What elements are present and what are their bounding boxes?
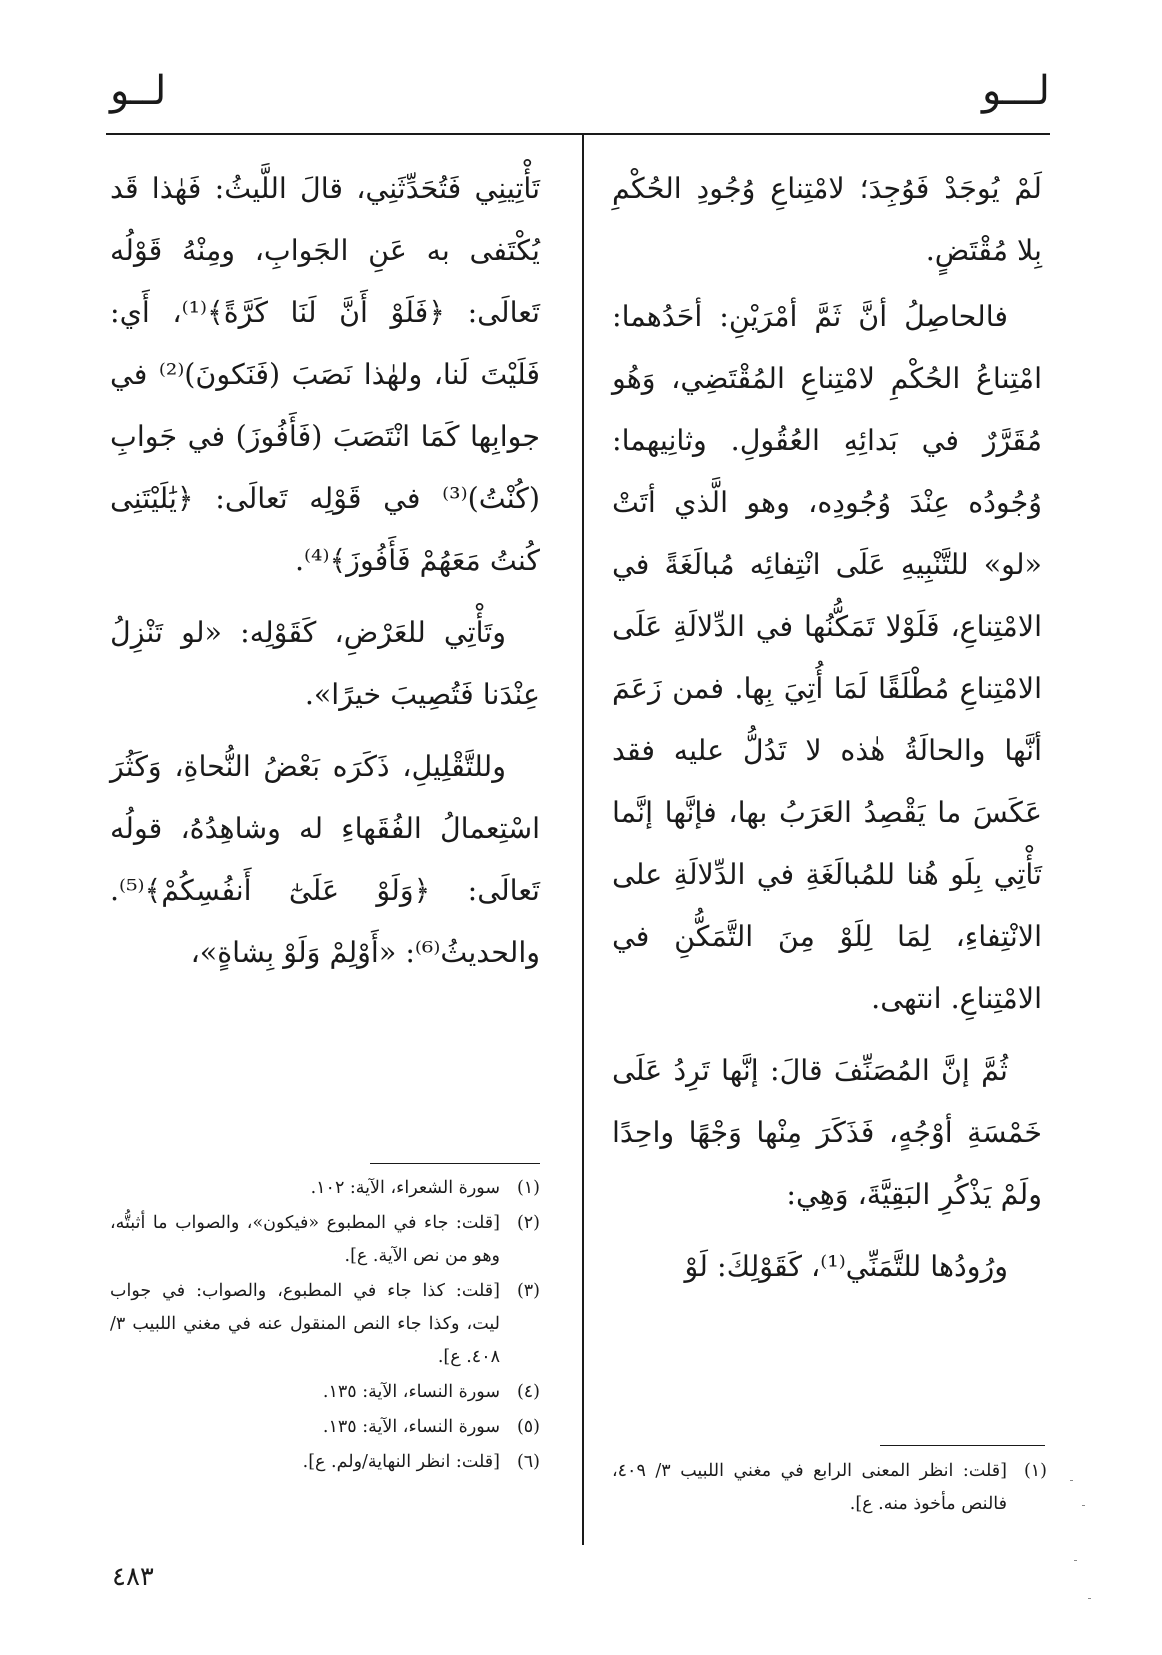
- footnote-number: (٦): [516, 1452, 540, 1472]
- footnote-text: سورة النساء، الآية: ١٣٥.: [322, 1417, 500, 1437]
- scan-speck: [1082, 1505, 1085, 1506]
- running-header-right: لـــو: [981, 68, 1050, 114]
- footnote: [110, 1376, 540, 1409]
- scan-speck: [1088, 1598, 1091, 1599]
- footnote-number: (٢): [516, 1213, 540, 1233]
- footnote: [110, 1446, 540, 1479]
- footnote: [110, 1275, 540, 1374]
- footnote-text: سورة الشعراء، الآية: ١٠٢.: [310, 1178, 500, 1198]
- footnote-separator: [370, 1163, 540, 1164]
- paragraph: وللتَّقْلِيلِ، ذَكَرَه بَعْضُ النُّحاةِ، وَكَثُرَ اسْتِعمالُ الفُقَهاءِ له وشاهِدُهُ، قولُه تَعالَى: ﴿وَلَوْ عَلَىٰٓ أَنفُسِكُمْ﴾⁽⁵⁾. والحديثُ⁽⁶⁾: «أَوْلِمْ وَلَوْ بِشاةٍ»،: [110, 750, 540, 969]
- column-divider: [582, 135, 584, 1545]
- footnote-text: [قلت: جاء في المطبوع «فيكون»، والصواب ما أثبتُّه، وهو من نص الآية. ع].: [110, 1213, 500, 1266]
- footnote-text: سورة النساء، الآية: ١٣٥.: [322, 1382, 500, 1402]
- footnotes-right: [612, 1455, 1047, 1523]
- page-number: ٤٨٣: [112, 1562, 154, 1592]
- footnote-text: [قلت: انظر النهاية/ولم. ع].: [302, 1452, 500, 1472]
- header-rule: [106, 133, 1050, 135]
- footnote-separator: [880, 1445, 1045, 1446]
- scan-speck: [1070, 1480, 1073, 1481]
- right-column: [612, 158, 1042, 1308]
- footnote-number: (٥): [516, 1417, 540, 1437]
- footnote-text: [قلت: كذا جاء في المطبوع، والصواب: في جواب ليت، وكذا جاء النص المنقول عنه في مغني اللبيب ٣/ ٤٠٨. ع].: [110, 1281, 500, 1367]
- footnote-text: [قلت: انظر المعنى الرابع في مغني اللبيب ٣/ ٤٠٩، فالنص مأخوذ منه. ع].: [612, 1461, 1007, 1514]
- footnote: [110, 1207, 540, 1273]
- footnote: [110, 1411, 540, 1444]
- footnote-number: (١): [1023, 1461, 1047, 1481]
- footnote-number: (٣): [516, 1281, 540, 1301]
- footnote: [612, 1455, 1047, 1521]
- paragraph: فالحاصِلُ أنَّ ثَمَّ أمْرَيْنِ: أحَدُهما: امْتِناعُ الحُكْمِ لامْتِناعِ المُقْتَضِي، وَهُو مُقَرَّرٌ في بَدائِهِ العُقُولِ. وثانِيهما: وُجُودُه عِنْدَ وُجُودِه، وهو الَّذي أتَتْ «لو» للتَّنْبِيهِ عَلَى انْتِفائِه مُبالَغَةً في الامْتِناعِ، فَلَوْلا تَمَكُّنُها في الدِّلالَةِ عَلَى الامْتِناعِ مُطْلَقًا لَمَا أُتِيَ بِها. فمن زَعَمَ أنَّها والحالَةُ هٰذه لا تَدُلُّ عليه فقد عَكَسَ ما يَقْصِدُ العَرَبُ بها، فإنَّها إنَّما تَأْتِي بِلَو هُنا للمُبالَغَةِ في الدِّلالَةِ على الانْتِفاءِ، لِمَا لِلَوْ مِنَ التَّمَكُّنِ في الامْتِناعِ. انتهى.: [612, 300, 1042, 1015]
- paragraph: ثُمَّ إنَّ المُصَنِّفَ قالَ: إنَّها تَرِدُ عَلَى خَمْسَةِ أوْجُهٍ، فَذَكَرَ مِنْها وَجْهًا واحِدًا ولَمْ يَذْكُرِ البَقِيَّةَ، وَهِي:: [612, 1054, 1042, 1211]
- left-column: [110, 158, 540, 994]
- paragraph: تَأْتِينِي فَتُحَدِّثَنِي، قالَ اللَّيثُ: فَهٰذا قَد يُكْتَفى به عَنِ الجَوابِ، ومِنْهُ قَوْلُه تَعالَى: ﴿فَلَوْ أَنَّ لَنَا كَرَّةً﴾⁽¹⁾، أَي: فَلَيْتَ لَنا، ولهٰذا نَصَبَ (فَنَكونَ)⁽²⁾ في جوابِها كَمَا انْتَصَبَ (فَأَفُوزَ) في جَوابِ (كُنْتُ)⁽³⁾ في قَوْلِه تَعالَى: ﴿يَٰلَيْتَنِى كُنتُ مَعَهُمْ فَأَفُوزَ﴾⁽⁴⁾.: [110, 172, 541, 577]
- paragraph: ورُودُها للتَّمَنِّي⁽¹⁾، كَقَوْلِكَ: لَوْ: [684, 1250, 1008, 1283]
- running-header-left: لــو: [110, 68, 167, 114]
- footnotes-left: [110, 1172, 540, 1481]
- paragraph: لَمْ يُوجَدْ فَوُجِدَ؛ لامْتِناعِ وُجُودِ الحُكْمِ بِلا مُقْتَضٍ.: [612, 172, 1042, 267]
- footnote-number: (٤): [516, 1382, 540, 1402]
- footnote-number: (١): [516, 1178, 540, 1198]
- scan-speck: [1074, 1560, 1077, 1561]
- footnote: [110, 1172, 540, 1205]
- paragraph: وتَأْتِي للعَرْضِ، كَقَوْلِه: «لو تَنْزِلُ عِنْدَنا فَتُصِيبَ خيرًا».: [110, 616, 540, 711]
